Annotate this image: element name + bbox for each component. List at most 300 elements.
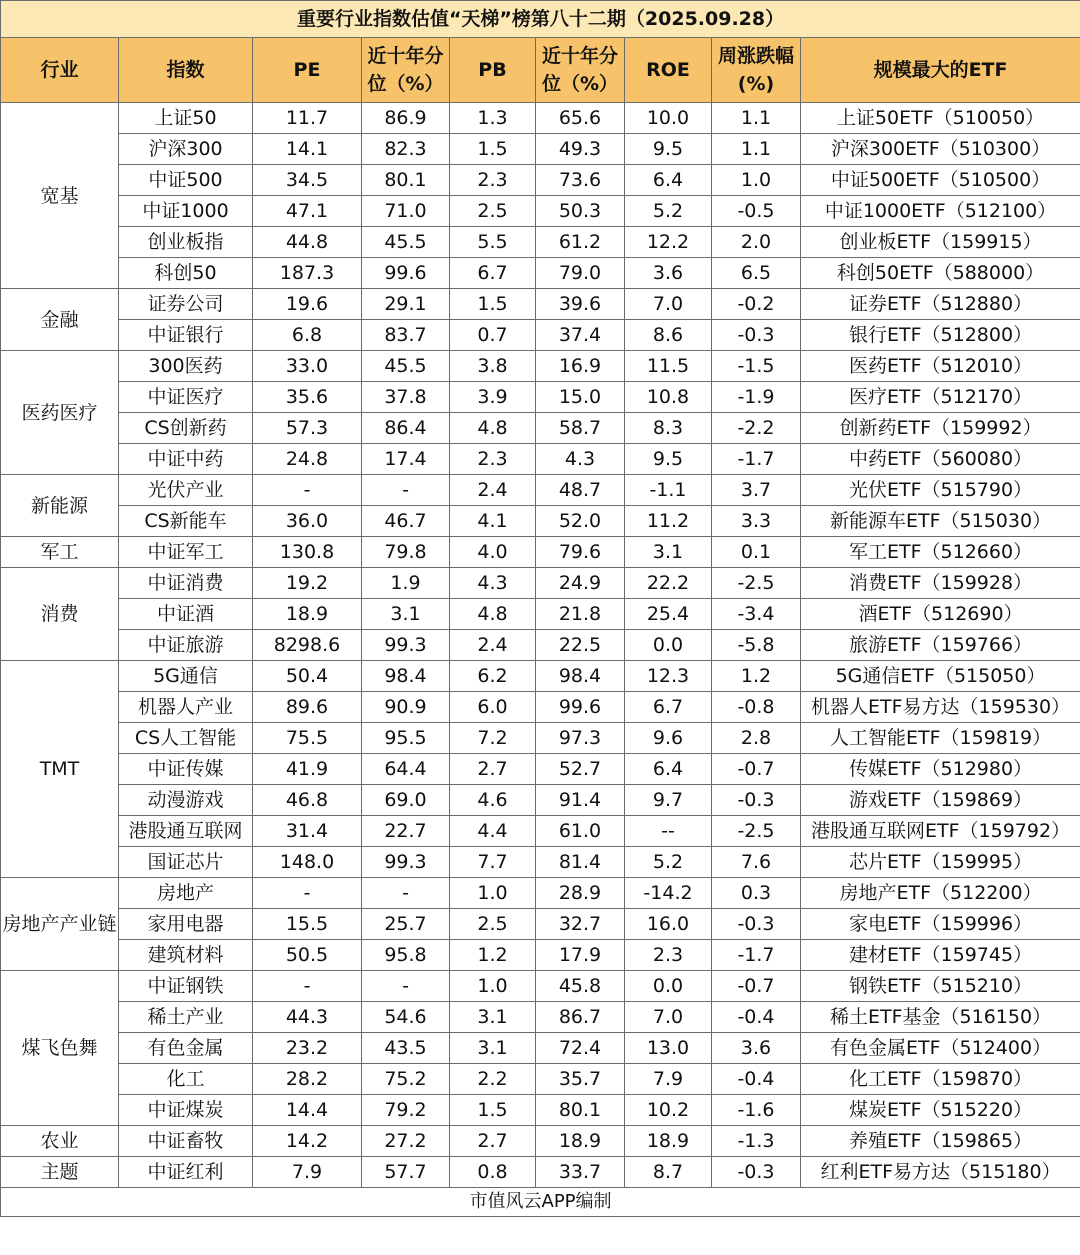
roe-cell: 7.0	[625, 1002, 712, 1033]
weekly-change-cell: 2.0	[712, 227, 801, 258]
pe-percentile-cell: 79.8	[362, 537, 450, 568]
index-cell: 中证中药	[119, 444, 253, 475]
pb-percentile-cell: 61.0	[536, 816, 625, 847]
etf-cell: 养殖ETF（159865）	[801, 1126, 1080, 1157]
weekly-change-cell: 6.5	[712, 258, 801, 289]
pb-percentile-cell: 21.8	[536, 599, 625, 630]
pe-percentile-cell: -	[362, 971, 450, 1002]
pb-percentile-cell: 73.6	[536, 165, 625, 196]
table-row	[1, 506, 1080, 537]
pb-cell: 2.3	[450, 165, 536, 196]
roe-cell: 9.6	[625, 723, 712, 754]
pe-percentile-cell: 99.3	[362, 847, 450, 878]
pe-cell: 14.1	[253, 134, 362, 165]
table-row	[1, 1033, 1080, 1064]
table-row	[1, 413, 1080, 444]
roe-cell: 8.6	[625, 320, 712, 351]
header-pe: PE	[253, 38, 362, 103]
roe-cell: 0.0	[625, 971, 712, 1002]
roe-cell: 3.6	[625, 258, 712, 289]
pe-cell: 28.2	[253, 1064, 362, 1095]
roe-cell: 6.4	[625, 754, 712, 785]
table-row	[1, 196, 1080, 227]
roe-cell: 10.0	[625, 103, 712, 134]
etf-cell: 芯片ETF（159995）	[801, 847, 1080, 878]
pb-percentile-cell: 24.9	[536, 568, 625, 599]
index-cell: 建筑材料	[119, 940, 253, 971]
industry-cell: TMT	[1, 661, 119, 878]
pe-percentile-cell: 29.1	[362, 289, 450, 320]
pb-cell: 6.0	[450, 692, 536, 723]
pe-cell: 36.0	[253, 506, 362, 537]
index-cell: 稀土产业	[119, 1002, 253, 1033]
weekly-change-cell: -0.4	[712, 1002, 801, 1033]
etf-cell: 沪深300ETF（510300）	[801, 134, 1080, 165]
pe-cell: 75.5	[253, 723, 362, 754]
weekly-change-cell: -1.6	[712, 1095, 801, 1126]
roe-cell: 8.3	[625, 413, 712, 444]
index-cell: 中证500	[119, 165, 253, 196]
pe-cell: 31.4	[253, 816, 362, 847]
roe-cell: -14.2	[625, 878, 712, 909]
pb-cell: 3.8	[450, 351, 536, 382]
header-pb: PB	[450, 38, 536, 103]
index-cell: 中证钢铁	[119, 971, 253, 1002]
industry-cell: 军工	[1, 537, 119, 568]
etf-cell: 证券ETF（512880）	[801, 289, 1080, 320]
etf-cell: 港股通互联网ETF（159792）	[801, 816, 1080, 847]
weekly-change-cell: -0.3	[712, 1157, 801, 1188]
pe-percentile-cell: 37.8	[362, 382, 450, 413]
index-cell: 上证50	[119, 103, 253, 134]
pb-cell: 3.9	[450, 382, 536, 413]
pe-percentile-cell: 64.4	[362, 754, 450, 785]
table-row	[1, 692, 1080, 723]
etf-cell: 创新药ETF（159992）	[801, 413, 1080, 444]
etf-cell: 稀土ETF基金（516150）	[801, 1002, 1080, 1033]
index-cell: 机器人产业	[119, 692, 253, 723]
etf-cell: 人工智能ETF（159819）	[801, 723, 1080, 754]
pb-cell: 1.0	[450, 971, 536, 1002]
pe-percentile-cell: -	[362, 878, 450, 909]
pb-cell: 1.0	[450, 878, 536, 909]
table-row	[1, 878, 1080, 909]
index-cell: 光伏产业	[119, 475, 253, 506]
pb-cell: 4.8	[450, 599, 536, 630]
pb-percentile-cell: 86.7	[536, 1002, 625, 1033]
pe-cell: 187.3	[253, 258, 362, 289]
pb-percentile-cell: 52.0	[536, 506, 625, 537]
pb-cell: 7.7	[450, 847, 536, 878]
index-cell: 国证芯片	[119, 847, 253, 878]
header-largest-etf: 规模最大的ETF	[801, 38, 1080, 103]
roe-cell: 0.0	[625, 630, 712, 661]
pb-cell: 1.5	[450, 134, 536, 165]
roe-cell: 6.4	[625, 165, 712, 196]
pb-cell: 1.2	[450, 940, 536, 971]
pb-cell: 2.2	[450, 1064, 536, 1095]
weekly-change-cell: -0.8	[712, 692, 801, 723]
pe-percentile-cell: 1.9	[362, 568, 450, 599]
pb-cell: 1.3	[450, 103, 536, 134]
pe-percentile-cell: 80.1	[362, 165, 450, 196]
pb-percentile-cell: 79.0	[536, 258, 625, 289]
table-row	[1, 320, 1080, 351]
weekly-change-cell: -1.5	[712, 351, 801, 382]
table-row	[1, 723, 1080, 754]
weekly-change-cell: -1.7	[712, 940, 801, 971]
pe-percentile-cell: 71.0	[362, 196, 450, 227]
pe-cell: 35.6	[253, 382, 362, 413]
index-cell: 中证畜牧	[119, 1126, 253, 1157]
table-title: 重要行业指数估值“天梯”榜第八十二期（2025.09.28）	[1, 1, 1080, 38]
roe-cell: 22.2	[625, 568, 712, 599]
table-row	[1, 165, 1080, 196]
weekly-change-cell: -0.7	[712, 754, 801, 785]
pe-percentile-cell: 22.7	[362, 816, 450, 847]
pe-cell: 34.5	[253, 165, 362, 196]
index-cell: 5G通信	[119, 661, 253, 692]
index-cell: 科创50	[119, 258, 253, 289]
pb-percentile-cell: 72.4	[536, 1033, 625, 1064]
etf-cell: 建材ETF（159745）	[801, 940, 1080, 971]
pe-percentile-cell: 99.6	[362, 258, 450, 289]
industry-cell: 新能源	[1, 475, 119, 537]
etf-cell: 家电ETF（159996）	[801, 909, 1080, 940]
pb-cell: 4.8	[450, 413, 536, 444]
pe-cell: 24.8	[253, 444, 362, 475]
index-cell: 化工	[119, 1064, 253, 1095]
etf-cell: 旅游ETF（159766）	[801, 630, 1080, 661]
roe-cell: 11.5	[625, 351, 712, 382]
footer-credit: 市值风云APP编制	[1, 1188, 1080, 1217]
roe-cell: 11.2	[625, 506, 712, 537]
table-row	[1, 816, 1080, 847]
pb-cell: 4.6	[450, 785, 536, 816]
pe-percentile-cell: 69.0	[362, 785, 450, 816]
pe-cell: 23.2	[253, 1033, 362, 1064]
weekly-change-cell: 7.6	[712, 847, 801, 878]
pb-percentile-cell: 91.4	[536, 785, 625, 816]
pe-cell: 130.8	[253, 537, 362, 568]
footer-row	[1, 1188, 1080, 1217]
table-row	[1, 537, 1080, 568]
etf-cell: 游戏ETF（159869）	[801, 785, 1080, 816]
etf-cell: 红利ETF易方达（515180）	[801, 1157, 1080, 1188]
table-row	[1, 289, 1080, 320]
industry-cell: 医药医疗	[1, 351, 119, 475]
header-roe: ROE	[625, 38, 712, 103]
pe-percentile-cell: 95.5	[362, 723, 450, 754]
roe-cell: 5.2	[625, 196, 712, 227]
etf-cell: 军工ETF（512660）	[801, 537, 1080, 568]
pe-percentile-cell: 45.5	[362, 227, 450, 258]
etf-cell: 消费ETF（159928）	[801, 568, 1080, 599]
pb-percentile-cell: 61.2	[536, 227, 625, 258]
etf-cell: 银行ETF（512800）	[801, 320, 1080, 351]
roe-cell: 13.0	[625, 1033, 712, 1064]
pb-percentile-cell: 49.3	[536, 134, 625, 165]
pb-percentile-cell: 33.7	[536, 1157, 625, 1188]
pe-percentile-cell: 27.2	[362, 1126, 450, 1157]
pb-cell: 0.7	[450, 320, 536, 351]
pe-percentile-cell: 3.1	[362, 599, 450, 630]
roe-cell: 3.1	[625, 537, 712, 568]
pb-percentile-cell: 99.6	[536, 692, 625, 723]
table-row	[1, 258, 1080, 289]
roe-cell: 8.7	[625, 1157, 712, 1188]
pb-percentile-cell: 52.7	[536, 754, 625, 785]
table-row	[1, 475, 1080, 506]
header-industry: 行业	[1, 38, 119, 103]
etf-cell: 煤炭ETF（515220）	[801, 1095, 1080, 1126]
weekly-change-cell: 0.3	[712, 878, 801, 909]
pb-percentile-cell: 79.6	[536, 537, 625, 568]
weekly-change-cell: -1.7	[712, 444, 801, 475]
pe-cell: 50.5	[253, 940, 362, 971]
pb-percentile-cell: 4.3	[536, 444, 625, 475]
weekly-change-cell: -0.3	[712, 785, 801, 816]
header-pe-percentile: 近十年分位（%）	[362, 38, 450, 103]
pe-cell: 19.2	[253, 568, 362, 599]
header-index: 指数	[119, 38, 253, 103]
etf-cell: 中证500ETF（510500）	[801, 165, 1080, 196]
pe-cell: 6.8	[253, 320, 362, 351]
industry-cell: 消费	[1, 568, 119, 661]
pe-percentile-cell: 25.7	[362, 909, 450, 940]
weekly-change-cell: -2.5	[712, 816, 801, 847]
pb-cell: 2.3	[450, 444, 536, 475]
index-cell: 中证医疗	[119, 382, 253, 413]
pb-cell: 0.8	[450, 1157, 536, 1188]
weekly-change-cell: 1.1	[712, 103, 801, 134]
pb-percentile-cell: 28.9	[536, 878, 625, 909]
pb-cell: 2.4	[450, 630, 536, 661]
roe-cell: 9.5	[625, 134, 712, 165]
index-cell: 中证1000	[119, 196, 253, 227]
table-row	[1, 351, 1080, 382]
pe-percentile-cell: 75.2	[362, 1064, 450, 1095]
pb-percentile-cell: 58.7	[536, 413, 625, 444]
pe-percentile-cell: 82.3	[362, 134, 450, 165]
pb-percentile-cell: 48.7	[536, 475, 625, 506]
pe-percentile-cell: 45.5	[362, 351, 450, 382]
table-row	[1, 1002, 1080, 1033]
roe-cell: 5.2	[625, 847, 712, 878]
pb-cell: 6.7	[450, 258, 536, 289]
pb-cell: 2.5	[450, 196, 536, 227]
roe-cell: --	[625, 816, 712, 847]
etf-cell: 传媒ETF（512980）	[801, 754, 1080, 785]
table-row	[1, 382, 1080, 413]
pe-cell: 44.8	[253, 227, 362, 258]
pe-cell: -	[253, 971, 362, 1002]
pe-percentile-cell: -	[362, 475, 450, 506]
pb-cell: 4.3	[450, 568, 536, 599]
roe-cell: 18.9	[625, 1126, 712, 1157]
industry-cell: 主题	[1, 1157, 119, 1188]
pb-cell: 2.5	[450, 909, 536, 940]
index-cell: 中证军工	[119, 537, 253, 568]
header-pb-percentile: 近十年分位（%）	[536, 38, 625, 103]
pe-percentile-cell: 57.7	[362, 1157, 450, 1188]
index-cell: 创业板指	[119, 227, 253, 258]
pb-percentile-cell: 97.3	[536, 723, 625, 754]
roe-cell: 2.3	[625, 940, 712, 971]
pb-cell: 7.2	[450, 723, 536, 754]
index-cell: 沪深300	[119, 134, 253, 165]
header-row	[1, 38, 1080, 103]
pb-percentile-cell: 22.5	[536, 630, 625, 661]
weekly-change-cell: 3.6	[712, 1033, 801, 1064]
weekly-change-cell: -5.8	[712, 630, 801, 661]
etf-cell: 有色金属ETF（512400）	[801, 1033, 1080, 1064]
roe-cell: 12.2	[625, 227, 712, 258]
etf-cell: 机器人ETF易方达（159530）	[801, 692, 1080, 723]
pb-cell: 2.4	[450, 475, 536, 506]
pb-percentile-cell: 37.4	[536, 320, 625, 351]
table-row	[1, 599, 1080, 630]
weekly-change-cell: 1.1	[712, 134, 801, 165]
pb-percentile-cell: 15.0	[536, 382, 625, 413]
pe-percentile-cell: 99.3	[362, 630, 450, 661]
roe-cell: 7.9	[625, 1064, 712, 1095]
pe-cell: 46.8	[253, 785, 362, 816]
index-cell: 有色金属	[119, 1033, 253, 1064]
weekly-change-cell: -0.3	[712, 909, 801, 940]
index-cell: 港股通互联网	[119, 816, 253, 847]
pe-cell: 7.9	[253, 1157, 362, 1188]
table-row	[1, 630, 1080, 661]
pe-cell: 148.0	[253, 847, 362, 878]
weekly-change-cell: 1.0	[712, 165, 801, 196]
pe-cell: 33.0	[253, 351, 362, 382]
weekly-change-cell: -2.5	[712, 568, 801, 599]
pe-cell: 89.6	[253, 692, 362, 723]
index-cell: 动漫游戏	[119, 785, 253, 816]
index-cell: 中证银行	[119, 320, 253, 351]
index-cell: 证券公司	[119, 289, 253, 320]
weekly-change-cell: 0.1	[712, 537, 801, 568]
pe-percentile-cell: 86.9	[362, 103, 450, 134]
weekly-change-cell: -3.4	[712, 599, 801, 630]
pb-percentile-cell: 35.7	[536, 1064, 625, 1095]
weekly-change-cell: -0.4	[712, 1064, 801, 1095]
roe-cell: 16.0	[625, 909, 712, 940]
pb-percentile-cell: 98.4	[536, 661, 625, 692]
pb-percentile-cell: 16.9	[536, 351, 625, 382]
table-row	[1, 1095, 1080, 1126]
pe-percentile-cell: 43.5	[362, 1033, 450, 1064]
table-row	[1, 134, 1080, 165]
table-row	[1, 1064, 1080, 1095]
etf-cell: 房地产ETF（512200）	[801, 878, 1080, 909]
table-row	[1, 940, 1080, 971]
roe-cell: 25.4	[625, 599, 712, 630]
weekly-change-cell: -2.2	[712, 413, 801, 444]
etf-cell: 医药ETF（512010）	[801, 351, 1080, 382]
index-cell: CS新能车	[119, 506, 253, 537]
table-row	[1, 661, 1080, 692]
pb-cell: 2.7	[450, 754, 536, 785]
pb-cell: 2.7	[450, 1126, 536, 1157]
pe-percentile-cell: 95.8	[362, 940, 450, 971]
pb-percentile-cell: 32.7	[536, 909, 625, 940]
industry-cell: 宽基	[1, 103, 119, 289]
weekly-change-cell: -1.3	[712, 1126, 801, 1157]
index-cell: CS创新药	[119, 413, 253, 444]
pb-cell: 1.5	[450, 289, 536, 320]
pe-percentile-cell: 46.7	[362, 506, 450, 537]
weekly-change-cell: 3.7	[712, 475, 801, 506]
weekly-change-cell: 1.2	[712, 661, 801, 692]
etf-cell: 医疗ETF（512170）	[801, 382, 1080, 413]
industry-cell: 农业	[1, 1126, 119, 1157]
pb-percentile-cell: 65.6	[536, 103, 625, 134]
pe-cell: -	[253, 878, 362, 909]
table-row	[1, 909, 1080, 940]
pe-cell: -	[253, 475, 362, 506]
etf-cell: 新能源车ETF（515030）	[801, 506, 1080, 537]
index-cell: 中证酒	[119, 599, 253, 630]
pb-cell: 1.5	[450, 1095, 536, 1126]
roe-cell: 9.5	[625, 444, 712, 475]
etf-cell: 化工ETF（159870）	[801, 1064, 1080, 1095]
pb-percentile-cell: 50.3	[536, 196, 625, 227]
etf-cell: 中药ETF（560080）	[801, 444, 1080, 475]
etf-cell: 光伏ETF（515790）	[801, 475, 1080, 506]
index-cell: 家用电器	[119, 909, 253, 940]
table-row	[1, 103, 1080, 134]
index-cell: 中证煤炭	[119, 1095, 253, 1126]
etf-cell: 中证1000ETF（512100）	[801, 196, 1080, 227]
pb-percentile-cell: 80.1	[536, 1095, 625, 1126]
pe-cell: 41.9	[253, 754, 362, 785]
pe-percentile-cell: 86.4	[362, 413, 450, 444]
weekly-change-cell: -1.9	[712, 382, 801, 413]
index-cell: 中证红利	[119, 1157, 253, 1188]
pe-percentile-cell: 90.9	[362, 692, 450, 723]
pe-cell: 14.2	[253, 1126, 362, 1157]
pe-percentile-cell: 98.4	[362, 661, 450, 692]
pe-percentile-cell: 17.4	[362, 444, 450, 475]
table-row	[1, 227, 1080, 258]
industry-cell: 煤飞色舞	[1, 971, 119, 1126]
index-cell: CS人工智能	[119, 723, 253, 754]
weekly-change-cell: -0.5	[712, 196, 801, 227]
pb-cell: 4.0	[450, 537, 536, 568]
pb-percentile-cell: 39.6	[536, 289, 625, 320]
weekly-change-cell: 2.8	[712, 723, 801, 754]
table-row	[1, 1126, 1080, 1157]
pe-cell: 50.4	[253, 661, 362, 692]
etf-cell: 创业板ETF（159915）	[801, 227, 1080, 258]
pb-cell: 5.5	[450, 227, 536, 258]
pb-cell: 3.1	[450, 1033, 536, 1064]
table-row	[1, 785, 1080, 816]
pe-cell: 8298.6	[253, 630, 362, 661]
weekly-change-cell: -0.7	[712, 971, 801, 1002]
etf-cell: 上证50ETF（510050）	[801, 103, 1080, 134]
pb-percentile-cell: 81.4	[536, 847, 625, 878]
pe-cell: 57.3	[253, 413, 362, 444]
pe-cell: 47.1	[253, 196, 362, 227]
weekly-change-cell: -0.2	[712, 289, 801, 320]
table-row	[1, 444, 1080, 475]
header-weekly-change: 周涨跌幅(%)	[712, 38, 801, 103]
pe-percentile-cell: 79.2	[362, 1095, 450, 1126]
roe-cell: 7.0	[625, 289, 712, 320]
